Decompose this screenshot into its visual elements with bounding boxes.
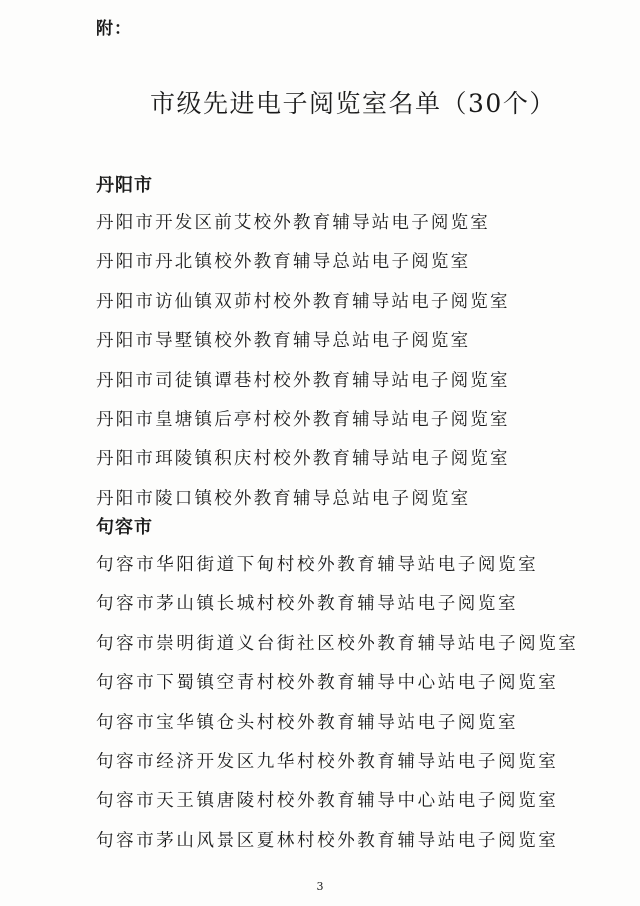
list-item: 句容市下蜀镇空青村校外教育辅导中心站电子阅览室	[96, 673, 559, 694]
section-heading: 句容市	[96, 517, 153, 538]
list-item: 丹阳市皇塘镇后亭村校外教育辅导站电子阅览室	[96, 409, 510, 430]
annex-label: 附：	[96, 19, 132, 39]
list-item: 丹阳市司徒镇谭巷村校外教育辅导站电子阅览室	[96, 370, 510, 391]
page-title: 市级先进电子阅览室名单（30个）	[150, 89, 556, 118]
list-item: 句容市崇明街道义台街社区校外教育辅导站电子阅览室	[96, 633, 579, 654]
list-item: 丹阳市开发区前艾校外教育辅导站电子阅览室	[96, 213, 490, 233]
section-danyang	[96, 168, 616, 519]
list-item: 句容市宝华镇仓头村校外教育辅导站电子阅览室	[96, 712, 519, 733]
list-item: 丹阳市访仙镇双茆村校外教育辅导站电子阅览室	[96, 291, 510, 312]
list-item: 句容市经济开发区九华村校外教育辅导站电子阅览室	[96, 751, 559, 772]
list-item: 句容市华阳街道下甸村校外教育辅导站电子阅览室	[96, 555, 539, 575]
page-number: 3	[316, 880, 324, 893]
list-item: 句容市茅山镇长城村校外教育辅导站电子阅览室	[96, 594, 519, 615]
list-item: 句容市茅山风景区夏林村校外教育辅导站电子阅览室	[96, 830, 559, 851]
list-item: 句容市天王镇唐陵村校外教育辅导中心站电子阅览室	[96, 791, 559, 812]
list-item: 丹阳市珥陵镇积庆村校外教育辅导站电子阅览室	[96, 449, 510, 470]
section-heading: 丹阳市	[96, 175, 153, 196]
section-jurong	[96, 510, 616, 861]
list-item: 丹阳市导墅镇校外教育辅导总站电子阅览室	[96, 331, 471, 352]
list-item: 丹阳市陵口镇校外教育辅导总站电子阅览室	[96, 488, 471, 509]
list-item: 丹阳市丹北镇校外教育辅导总站电子阅览室	[96, 252, 471, 273]
